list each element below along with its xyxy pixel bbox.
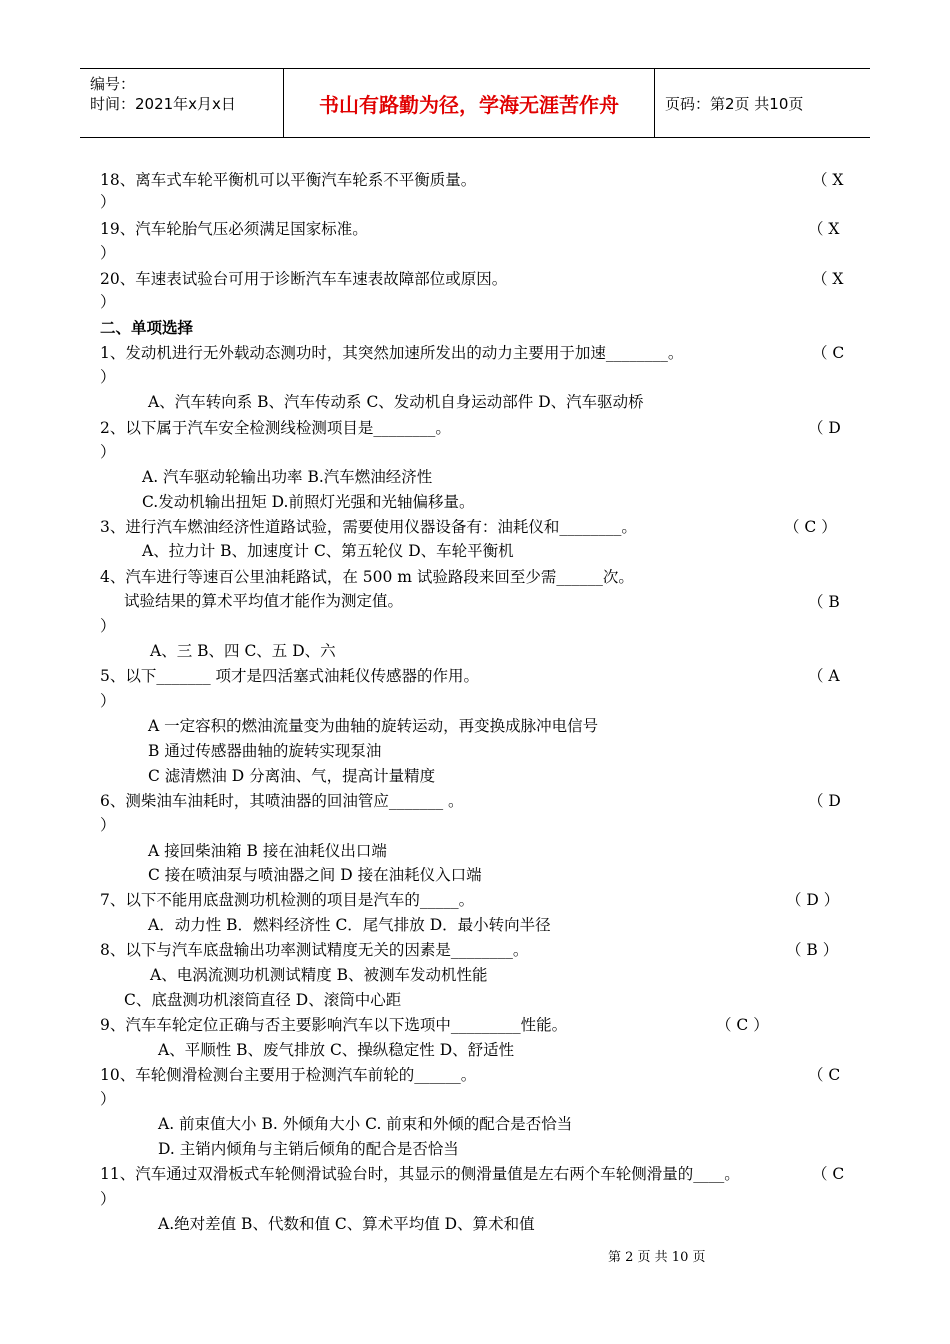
mc-answer-2: （ D	[808, 419, 841, 437]
paren-close: ）	[100, 293, 116, 311]
paren-close: ）	[100, 244, 116, 262]
paren-close: ）	[100, 617, 116, 635]
header-right-cell	[655, 69, 870, 137]
mc-options-9: A、平顺性 B、废气排放 C、操纵稳定性 D、舒适性	[158, 1041, 515, 1059]
mc-options-11: A.绝对差值 B、代数和值 C、算术平均值 D、算术和值	[158, 1215, 535, 1233]
paren-close: ）	[100, 443, 116, 461]
mc-options-5b: B 通过传感器曲轴的旋转实现泵油	[148, 742, 382, 760]
mc-question-2: 2、以下属于汽车安全检测线检测项目是________。	[100, 419, 451, 437]
mc-question-7: 7、以下不能用底盘测功机检测的项目是汽车的_____。	[100, 891, 475, 909]
mc-answer-9: （ C ）	[716, 1016, 769, 1034]
header-left-cell	[80, 69, 284, 137]
mc-question-11: 11、汽车通过双滑板式车轮侧滑试验台时，其显示的侧滑量值是左右两个车轮侧滑量的____。	[100, 1165, 740, 1183]
number-label: 编号：	[90, 75, 136, 93]
mc-question-5: 5、以下_______ 项才是四活塞式油耗仪传感器的作用。	[100, 667, 480, 685]
paren-close: ）	[100, 368, 116, 386]
mc-options-5a: A 一定容积的燃油流量变为曲轴的旋转运动，再变换成脉冲电信号	[148, 717, 599, 735]
mc-options-3: A、拉力计 B、加速度计 C、第五轮仪 D、车轮平衡机	[142, 542, 514, 560]
paren-close: ）	[100, 1190, 116, 1208]
answer-19: （ X	[808, 220, 840, 238]
motto: 书山有路勤为径，学海无涯苦作舟	[284, 69, 655, 137]
mc-answer-6: （ D	[808, 792, 841, 810]
answer-18: （ X	[812, 171, 844, 189]
header-table	[80, 68, 870, 138]
answer-20: （ X	[812, 270, 844, 288]
paren-close: ）	[100, 193, 116, 211]
mc-options-2b: C.发动机输出扭矩 D.前照灯光强和光轴偏移量。	[142, 493, 475, 511]
mc-answer-11: （ C	[812, 1165, 845, 1183]
mc-question-10: 10、车轮侧滑检测台主要用于检测汽车前轮的______。	[100, 1066, 477, 1084]
mc-options-6b: C 接在喷油泵与喷油器之间 D 接在油耗仪入口端	[148, 866, 482, 884]
paren-close: ）	[100, 692, 116, 710]
mc-options-7: A．动力性 B．燃料经济性 C．尾气排放 D．最小转向半径	[148, 916, 551, 934]
question-18: 18、离车式车轮平衡机可以平衡汽车轮系不平衡质量。	[100, 171, 477, 189]
paren-close: ）	[100, 816, 116, 834]
page-footer: 第 2 页 共 10 页	[608, 1250, 706, 1265]
mc-question-6: 6、测柴油车油耗时，其喷油器的回油管应_______ 。	[100, 792, 464, 810]
mc-options-2a: A. 汽车驱动轮输出功率 B.汽车燃油经济性	[142, 468, 433, 486]
mc-question-1: 1、发动机进行无外载动态测功时，其突然加速所发出的动力主要用于加速________。	[100, 344, 684, 362]
question-19: 19、汽车轮胎气压必须满足国家标准。	[100, 220, 368, 238]
mc-answer-7: （ D ）	[786, 891, 840, 909]
mc-question-3: 3、进行汽车燃油经济性道路试验，需要使用仪器设备有：油耗仪和________。	[100, 518, 637, 536]
mc-options-5c: C 滤清燃油 D 分离油、气，提高计量精度	[148, 767, 436, 785]
paren-close: ）	[100, 1090, 116, 1108]
mc-options-1: A、汽车转向系 B、汽车传动系 C、发动机自身运动部件 D、汽车驱动桥	[148, 393, 644, 411]
mc-question-8: 8、以下与汽车底盘输出功率测试精度无关的因素是________。	[100, 941, 529, 959]
mc-answer-5: （ A	[808, 667, 840, 685]
mc-answer-8: （ B ）	[786, 941, 839, 959]
time-label: 时间：2021年x月x日	[90, 95, 236, 113]
mc-question-4-cont: 试验结果的算术平均值才能作为测定值。	[124, 592, 404, 610]
mc-question-4: 4、汽车进行等速百公里油耗路试，在 500 m 试验路段来回至少需______次。	[100, 568, 634, 586]
mc-answer-1: （ C	[812, 344, 845, 362]
mc-answer-10: （ C	[808, 1066, 841, 1084]
page-label: 页码：第2页 共10页	[665, 94, 804, 113]
mc-options-10a: A. 前束值大小 B. 外倾角大小 C. 前束和外倾的配合是否恰当	[158, 1115, 573, 1133]
mc-options-6a: A 接回柴油箱 B 接在油耗仪出口端	[148, 842, 387, 860]
mc-answer-4: （ B	[808, 593, 840, 611]
section-heading: 二、单项选择	[100, 318, 194, 337]
mc-options-8b: C、底盘测功机滚筒直径 D、滚筒中心距	[124, 991, 402, 1009]
mc-options-4: A、三 B、四 C、五 D、六	[150, 642, 336, 660]
question-20: 20、车速表试验台可用于诊断汽车车速表故障部位或原因。	[100, 270, 508, 288]
mc-answer-3: （ C ）	[784, 518, 837, 536]
mc-options-8a: A、电涡流测功机测试精度 B、被测车发动机性能	[150, 966, 488, 984]
mc-question-9: 9、汽车车轮定位正确与否主要影响汽车以下选项中_________性能。	[100, 1016, 568, 1034]
mc-options-10b: D. 主销内倾角与主销后倾角的配合是否恰当	[158, 1140, 459, 1158]
